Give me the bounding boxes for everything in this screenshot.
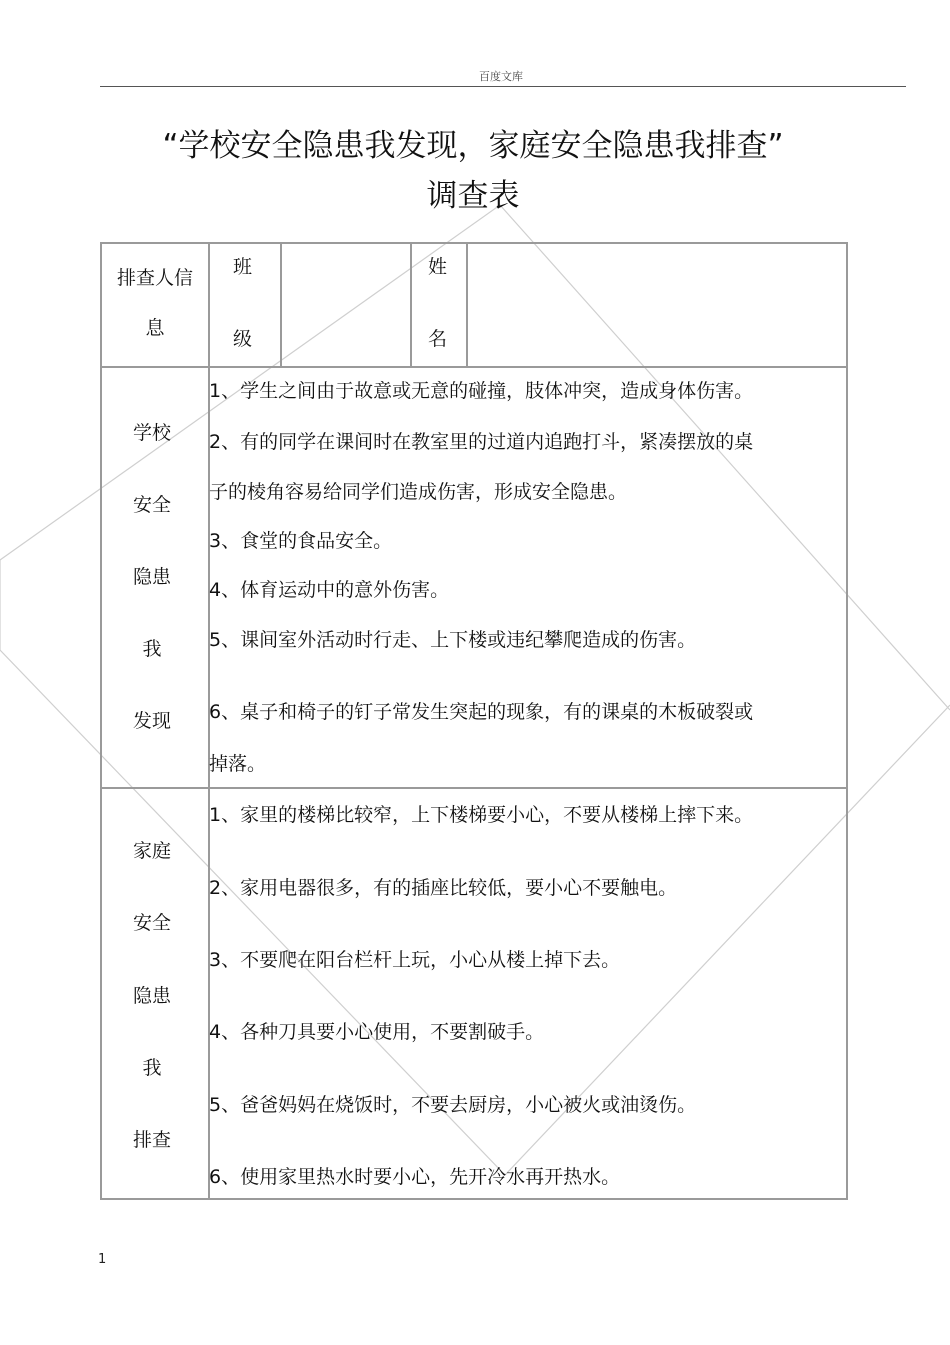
school-hazard-item: 子的棱角容易给同学们造成伤害，形成安全隐患。 <box>209 481 628 503</box>
home-hazard-item: 3、不要爬在阳台栏杆上玩，小心从楼上掉下去。 <box>209 949 621 971</box>
home-section-label: 安全 <box>132 912 171 934</box>
home-section-label: 排查 <box>132 1129 171 1151</box>
class-label: 级 <box>233 328 253 350</box>
name-label: 姓 <box>428 256 448 278</box>
page-number: 1 <box>98 1252 107 1267</box>
table-row-divider <box>100 787 848 789</box>
school-section-label: 学校 <box>132 422 171 444</box>
name-label: 名 <box>428 328 448 350</box>
school-hazard-item: 5、课间室外活动时行走、上下楼或违纪攀爬造成的伤害。 <box>209 629 697 651</box>
table-border-right <box>846 242 848 1200</box>
school-hazard-item: 掉落。 <box>209 753 267 775</box>
school-section-label: 安全 <box>132 494 171 516</box>
school-section-label: 我 <box>142 638 162 660</box>
school-hazard-item: 3、食堂的食品安全。 <box>209 530 393 552</box>
header-label: 百度文库 <box>479 70 523 83</box>
page-title: “学校安全隐患我发现，家庭安全隐患我排查” <box>162 128 784 164</box>
info-label: 排查人信 <box>116 267 193 289</box>
table-column-divider <box>280 242 282 368</box>
home-hazard-item: 1、家里的楼梯比较窄，上下楼梯要小心，不要从楼梯上摔下来。 <box>209 804 754 826</box>
home-hazard-item: 5、爸爸妈妈在烧饭时，不要去厨房，小心被火或油烫伤。 <box>209 1094 697 1116</box>
home-section-label: 我 <box>142 1057 162 1079</box>
home-section-label: 家庭 <box>132 840 171 862</box>
info-label: 息 <box>145 317 165 339</box>
table-column-divider <box>466 242 468 368</box>
home-section-label: 隐患 <box>132 985 171 1007</box>
school-section-label: 隐患 <box>132 566 171 588</box>
table-row-divider <box>100 366 848 368</box>
school-hazard-item: 1、学生之间由于故意或无意的碰撞，肢体冲突，造成身体伤害。 <box>209 380 754 402</box>
home-hazard-item: 4、各种刀具要小心使用，不要割破手。 <box>209 1021 545 1043</box>
table-border-bottom <box>100 1198 848 1200</box>
school-hazard-item: 6、桌子和椅子的钉子常发生突起的现象，有的课桌的木板破裂或 <box>209 701 754 723</box>
home-hazard-item: 6、使用家里热水时要小心，先开冷水再开热水。 <box>209 1166 621 1188</box>
school-section-label: 发现 <box>132 710 171 732</box>
page-subtitle: 调查表 <box>426 178 520 214</box>
table-border-top <box>100 242 848 244</box>
school-hazard-item: 2、有的同学在课间时在教室里的过道内追跑打斗，紧凑摆放的桌 <box>209 431 754 453</box>
school-hazard-item: 4、体育运动中的意外伤害。 <box>209 579 450 601</box>
table-column-divider <box>410 242 412 368</box>
class-label: 班 <box>233 256 253 278</box>
home-hazard-item: 2、家用电器很多，有的插座比较低，要小心不要触电。 <box>209 877 678 899</box>
